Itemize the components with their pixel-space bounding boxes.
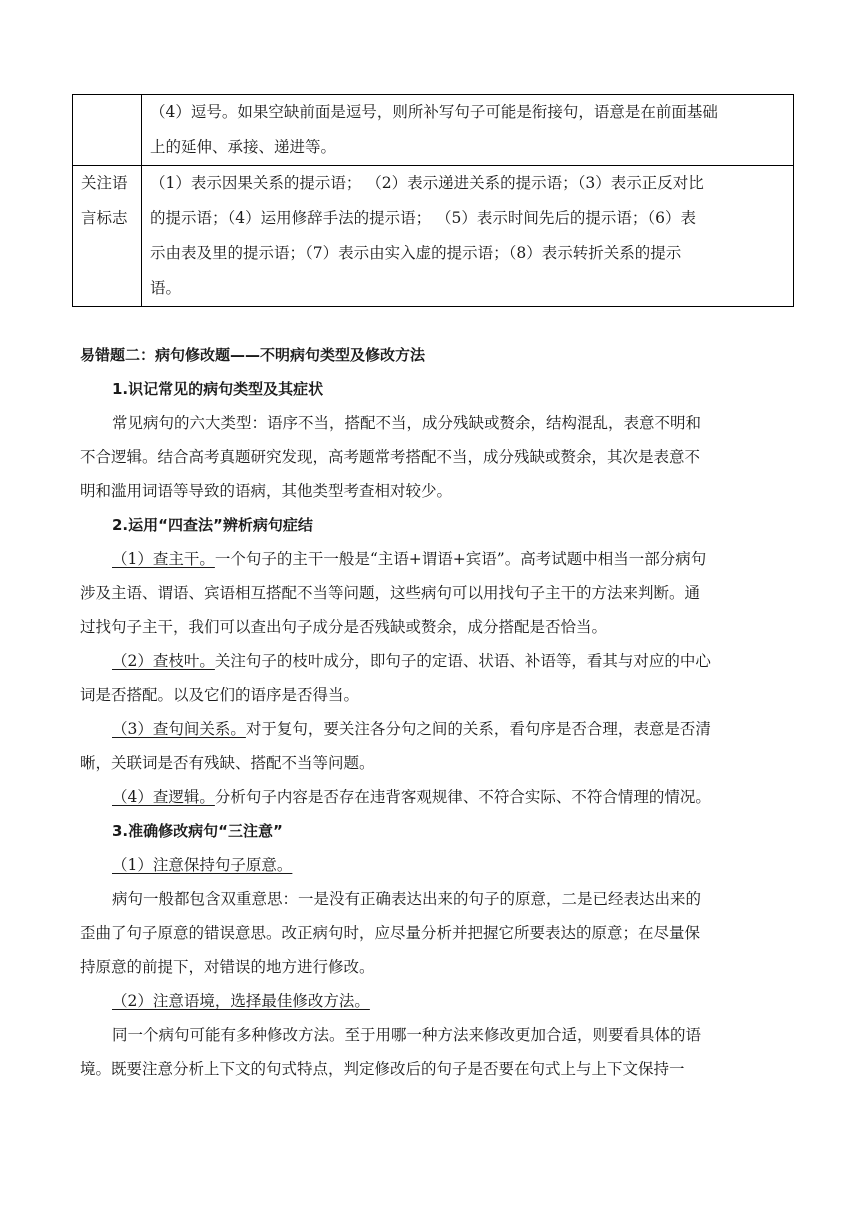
heading-3: 3.准确修改病句“三注意” bbox=[112, 822, 283, 840]
paragraph-line: 病句一般都包含双重意思：一是没有正确表达出来的句子的原意，二是已经表达出来的 bbox=[112, 890, 702, 908]
table-text-line: （1）表示因果关系的提示语； （2）表示递进关系的提示语；（3）表示正反对比 bbox=[150, 174, 704, 192]
table-row bbox=[73, 95, 794, 166]
method-line bbox=[80, 644, 790, 678]
note-line bbox=[80, 984, 790, 1018]
table-text-line: 上的延伸、承接、递进等。 bbox=[150, 138, 337, 156]
table-label-cell bbox=[73, 166, 142, 307]
table-text-line: 的提示语；（4）运用修辞手法的提示语； （5）表示时间先后的提示语；（6）表 bbox=[150, 209, 697, 227]
note-label: （2）注意语境，选择最佳修改方法。 bbox=[112, 992, 370, 1010]
table-text-line: 示由表及里的提示语；（7）表示由实入虚的提示语；（8）表示转折关系的提示 bbox=[150, 244, 682, 262]
note-line bbox=[80, 848, 790, 882]
table-content-cell bbox=[142, 95, 794, 166]
method-label: （2）查枝叶。 bbox=[112, 652, 215, 670]
paragraph-line: 常见病句的六大类型：语序不当，搭配不当，成分残缺或赘余，结构混乱，表意不明和 bbox=[112, 414, 702, 432]
method-label: （1）查主干。 bbox=[112, 550, 215, 568]
method-text: 对于复句，要关注各分句之间的关系，看句序是否合理，表意是否清 bbox=[245, 720, 711, 738]
paragraph-line: 词是否搭配。以及它们的语序是否得当。 bbox=[80, 686, 360, 704]
table-label-line: 言标志 bbox=[81, 209, 128, 227]
method-line bbox=[80, 712, 790, 746]
method-text: 一个句子的主干一般是“主语+谓语+宾语”。高考试题中相当一部分病句 bbox=[214, 550, 707, 568]
heading-2: 2.运用“四查法”辨析病句症结 bbox=[112, 516, 313, 534]
paragraph-line: 歪曲了句子原意的错误意思。改正病句时，应尽量分析并把握它所要表达的原意；在尽量保 bbox=[80, 924, 701, 942]
method-line bbox=[80, 542, 790, 576]
table-text-line: 语。 bbox=[150, 279, 182, 297]
method-line bbox=[80, 780, 790, 814]
paragraph-line: 境。既要注意分析上下文的句式特点，判定修改后的句子是否要在句式上与上下文保持一 bbox=[80, 1060, 685, 1078]
heading-1: 1.识记常见的病句类型及其症状 bbox=[112, 380, 324, 398]
method-label: （4）查逻辑。 bbox=[112, 788, 215, 806]
paragraph-line: 晰，关联词是否有残缺、搭配不当等问题。 bbox=[80, 754, 375, 772]
paragraph-line: 不合逻辑。结合高考真题研究发现，高考题常考搭配不当，成分残缺或赘余，其次是表意不 bbox=[80, 448, 701, 466]
method-label: （3）查句间关系。 bbox=[112, 720, 246, 738]
table-text-line: （4）逗号。如果空缺前面是逗号，则所补写句子可能是衔接句，语意是在前面基础 bbox=[150, 103, 718, 121]
table-row bbox=[73, 166, 794, 307]
method-text: 关注句子的枝叶成分，即句子的定语、状语、补语等，看其与对应的中心 bbox=[214, 652, 711, 670]
table-label-cell bbox=[73, 95, 142, 166]
note-label: （1）注意保持句子原意。 bbox=[112, 856, 293, 874]
section-body bbox=[80, 338, 790, 1086]
table-label-line: 关注语 bbox=[81, 174, 128, 192]
section-title: 易错题二：病句修改题——不明病句类型及修改方法 bbox=[80, 346, 426, 364]
method-text: 分析句子内容是否存在违背客观规律、不符合实际、不符合情理的情况。 bbox=[214, 788, 711, 806]
paragraph-line: 过找句子主干，我们可以查出句子成分是否残缺或赘余，成分搭配是否恰当。 bbox=[80, 618, 608, 636]
paragraph-line: 明和滥用词语等导致的语病，其他类型考查相对较少。 bbox=[80, 482, 453, 500]
paragraph-line: 持原意的前提下，对错误的地方进行修改。 bbox=[80, 958, 375, 976]
table-content-cell bbox=[142, 166, 794, 307]
paragraph-line: 同一个病句可能有多种修改方法。至于用哪一种方法来修改更加合适，则要看具体的语 bbox=[112, 1026, 702, 1044]
paragraph-line: 涉及主语、谓语、宾语相互搭配不当等问题，这些病句可以用找句子主干的方法来判断。通 bbox=[80, 584, 701, 602]
tips-table bbox=[72, 94, 794, 307]
